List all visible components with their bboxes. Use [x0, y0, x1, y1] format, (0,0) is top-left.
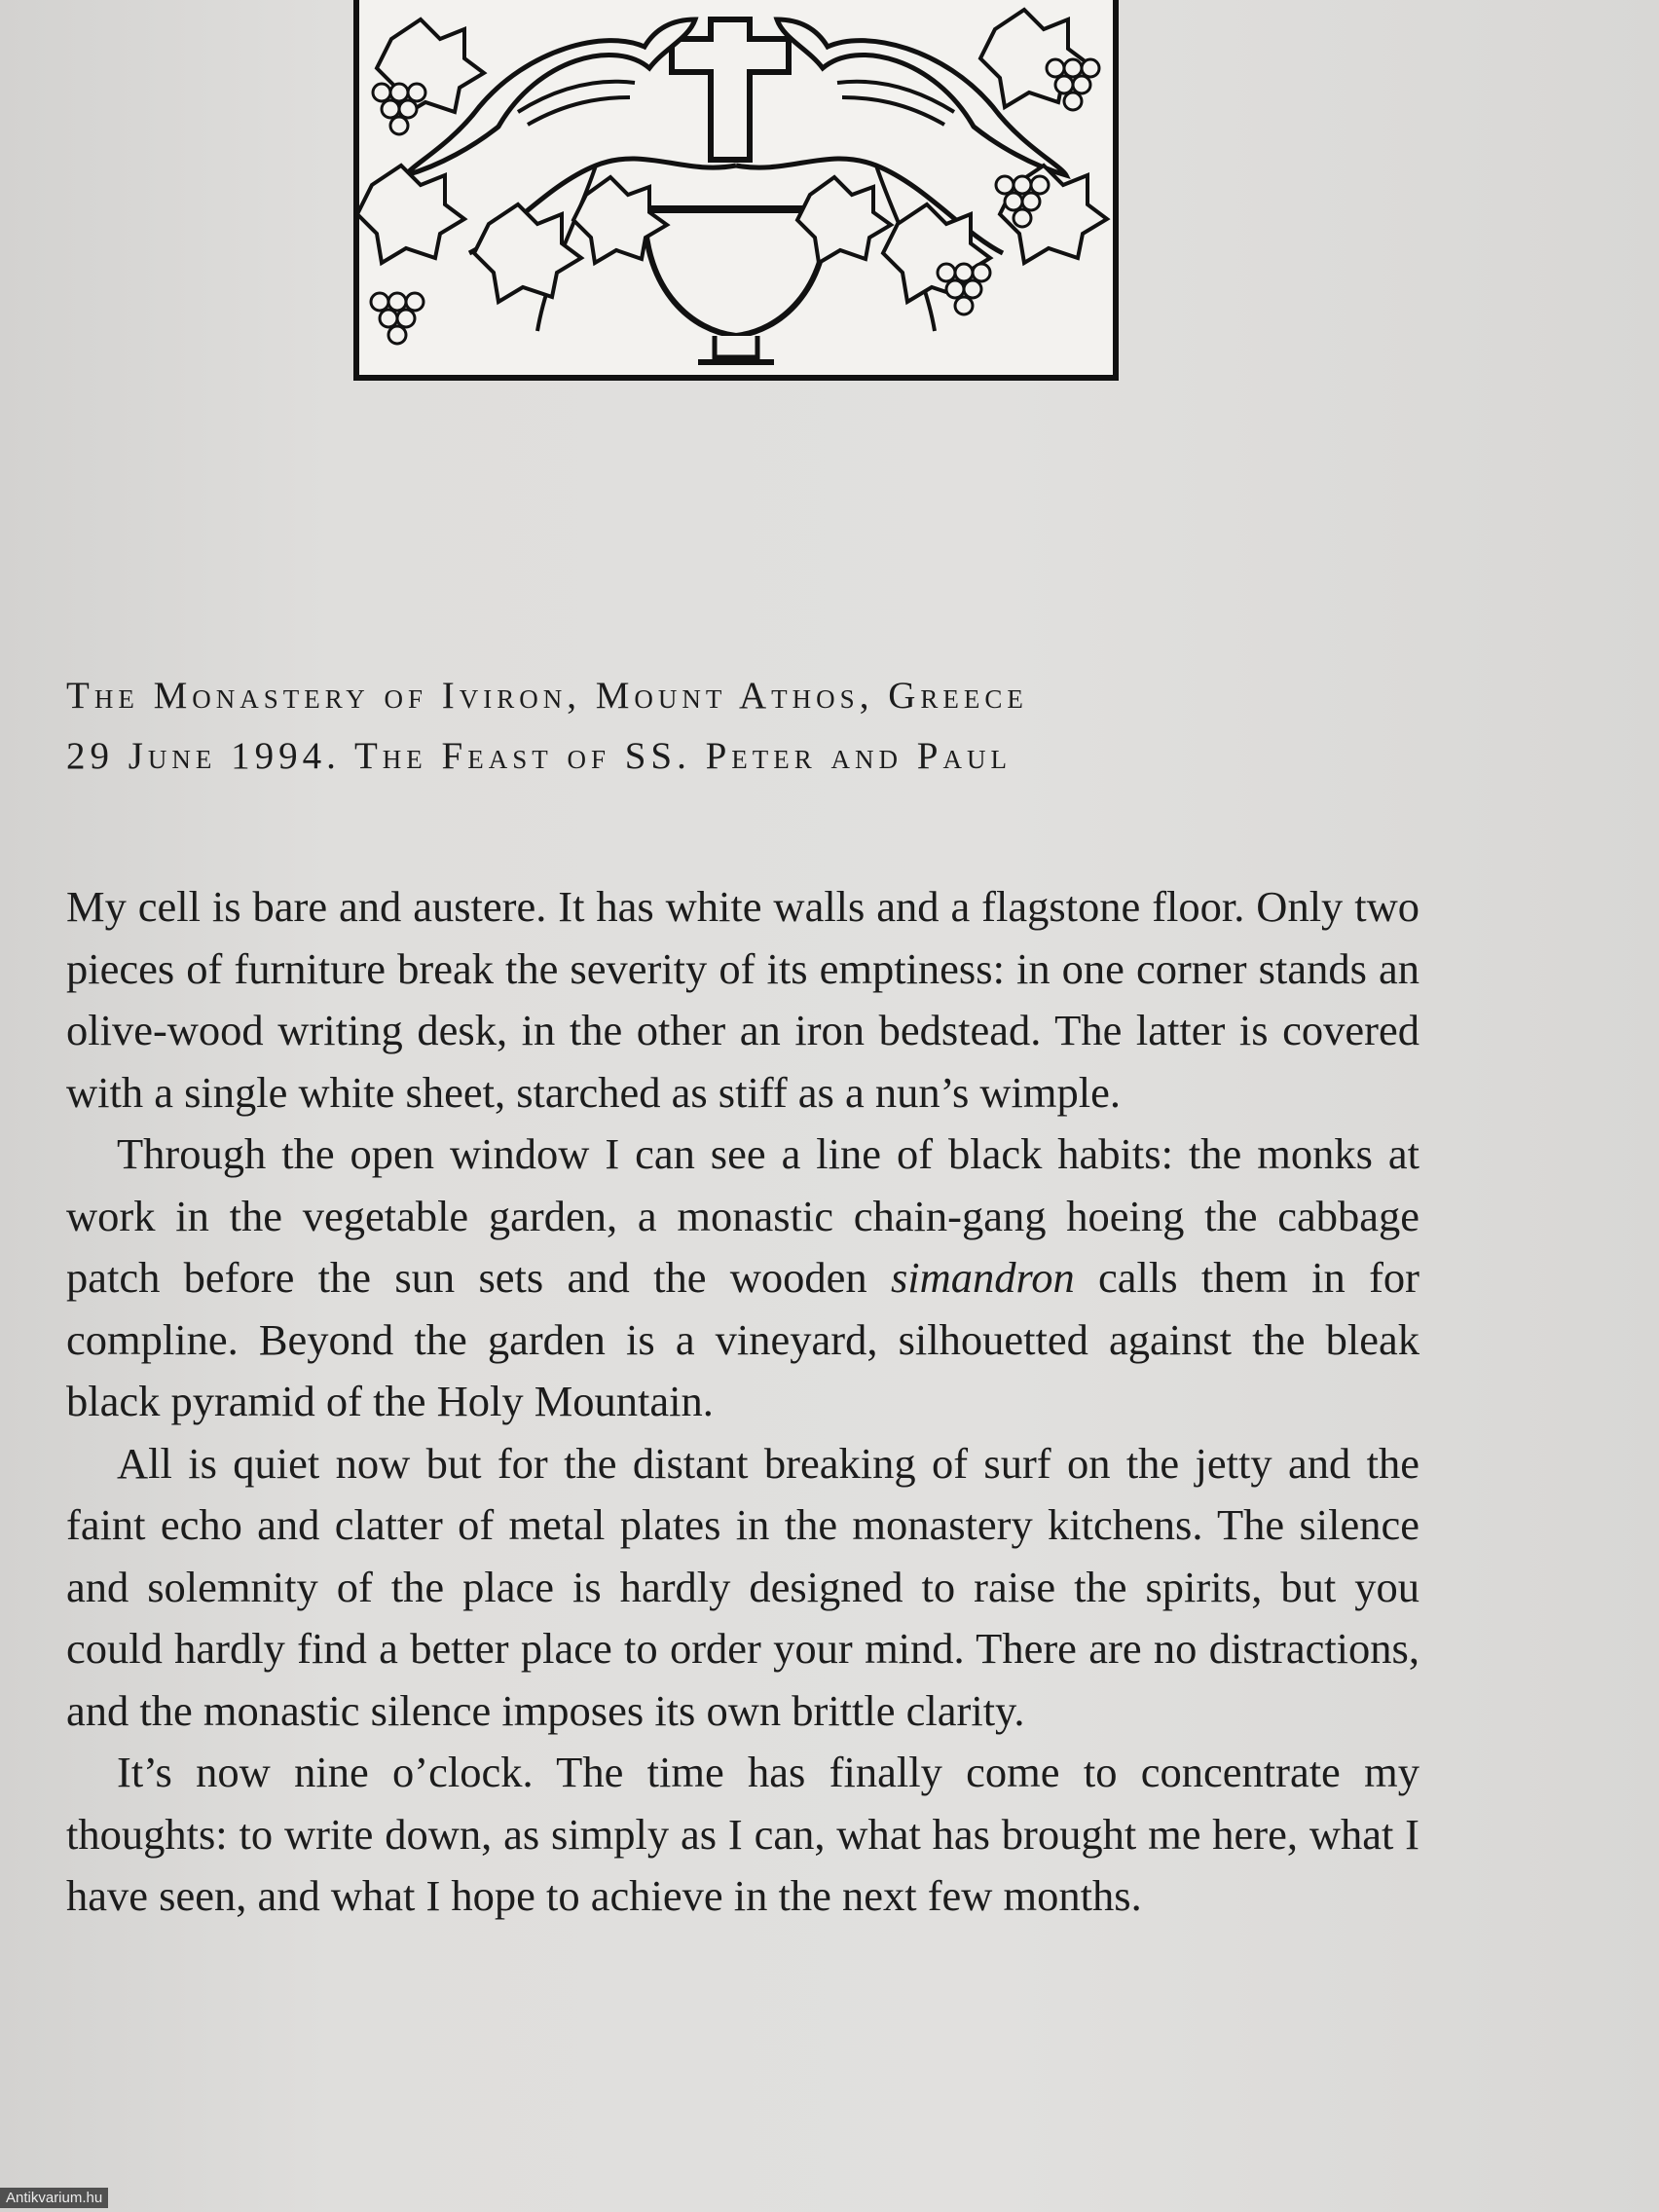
body-text	[66, 876, 1419, 1928]
paragraph-2-italic: simandron	[890, 1253, 1075, 1302]
paragraph-3: All is quiet now but for the distant breaking of surf on the jetty and the faint echo and clatter of metal plates in the monastery kitchens. The silence and solemnity of the place is hardly designed to raise the spirits, but you could hardly find a better place to order your mind. There are no distractions, and the monastic silence imposes its own brittle clarity.	[66, 1438, 1419, 1735]
heading-line-place: The Monastery of Iviron, Mount Athos, Greece	[66, 675, 1028, 717]
paragraph-2	[66, 1124, 1419, 1433]
watermark-label: Antikvarium.hu	[0, 2188, 108, 2208]
vine-doves-cross-vase-icon	[352, 0, 1120, 382]
paragraph-2-end: calls them in for compline. Beyond the garden is a vineyard, silhouetted against the bleak black pyramid of the Holy Mountain.	[66, 1253, 1419, 1425]
heading-line-date: 29 June 1994. The Feast of SS. Peter and Paul	[66, 735, 1012, 777]
paragraph-1: My cell is bare and austere. It has white walls and a flagstone floor. Only two pieces of furniture break the severity of its emptiness: in one corner stands an olive-wood writing desk, in the other an iron bedstead. The latter is covered with a single white sheet, starched as stiff as a nun’s wimple.	[66, 882, 1419, 1117]
paragraph-2-start: Through the open window I can see a line of black habits: the monks at work in the vegetable garden, a monastic chain-gang hoeing the cabbage patch before the sun sets and the wooden	[66, 1129, 1419, 1302]
chapter-heading	[66, 666, 1449, 787]
paragraph-4: It’s now nine o’clock. The time has finally come to concentrate my thoughts: to write down, as simply as I can, what has brought me here, what I have seen, and what I hope to achieve in the next few months.	[66, 1748, 1419, 1920]
